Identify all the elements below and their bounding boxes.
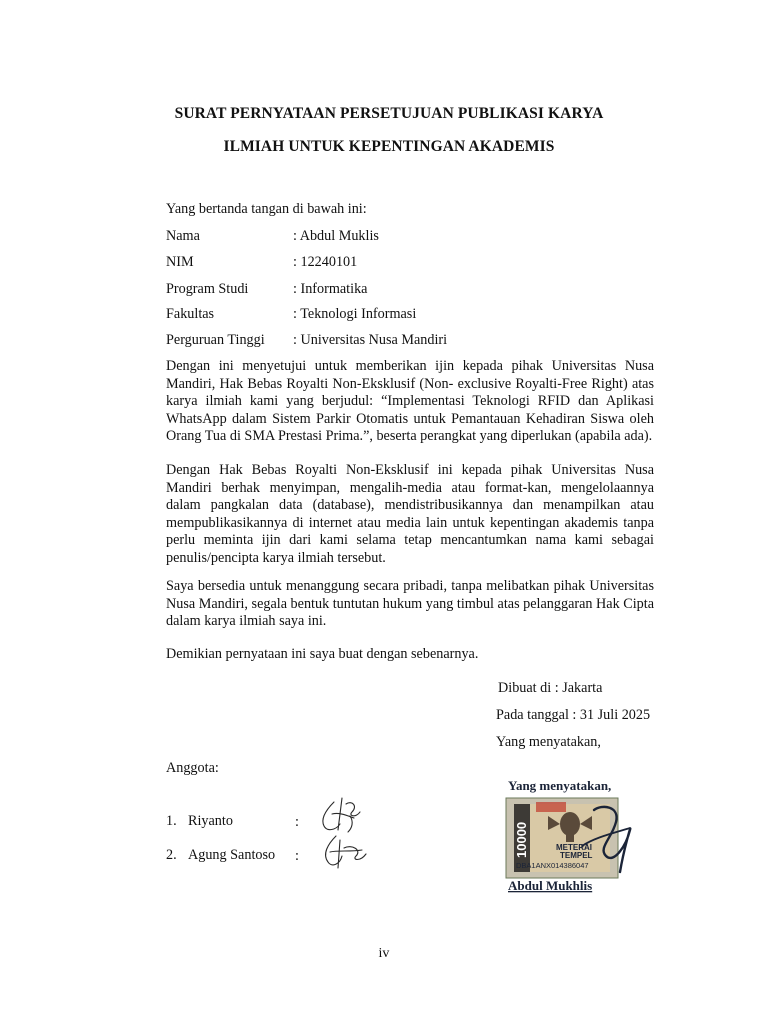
document-title-line-1: SURAT PERNYATAAN PERSETUJUAN PUBLIKASI KARYA: [174, 105, 604, 122]
paragraph-consent: Dengan ini menyetujui untuk memberikan ijin kepada pihak Universitas Nusa Mandiri, Hak Bebas Royalti Non-Eksklusif (Non- exclusive Royalti-Free Right) atas karya ilmiah kami yang berjudul: “Implementasi Teknologi RFID dan Aplikasi WhatsApp dalam Sistem Parkir Otomatis untuk Pemantauan Kehadiran Siswa oleh Orang Tua di SMA Prestasi Prima.”, beserta perangkat yang diperlukan (apabila ada).: [166, 358, 654, 444]
field-label: Perguruan Tinggi: [166, 332, 265, 348]
stamp-label-tempel: TEMPEL: [560, 851, 593, 860]
signature-riyanto: [323, 798, 360, 832]
paragraph-closing: Demikian pernyataan ini saya buat dengan sebenarnya.: [166, 646, 479, 662]
field-value: : 12240101: [293, 254, 358, 270]
member-number: 2.: [166, 847, 177, 863]
field-value: : Abdul Muklis: [293, 228, 379, 244]
field-label: Program Studi: [166, 281, 249, 297]
member-signatures-image: [312, 796, 372, 872]
stamp-value-text: 10000: [514, 821, 529, 858]
signature-date: Pada tanggal : 31 Juli 2025: [496, 707, 651, 723]
duty-stamp-signature: [498, 776, 648, 898]
stamp-red-band: [536, 802, 566, 812]
field-label: Fakultas: [166, 306, 215, 322]
stamp-serial-text: DBA1ANX014386047: [516, 861, 589, 870]
member-colon: :: [295, 848, 299, 864]
stamp-owner-name: Abdul Mukhlis: [508, 878, 593, 893]
field-label: Nama: [166, 228, 200, 244]
page-number: iv: [378, 946, 390, 961]
signature-statement: Yang menyatakan,: [496, 734, 601, 750]
signature-place: Dibuat di : Jakarta: [498, 680, 603, 696]
signature-agung-santoso: [326, 836, 366, 868]
member-colon: :: [295, 814, 299, 830]
member-name: Agung Santoso: [188, 847, 276, 863]
field-value: : Informatika: [293, 281, 368, 297]
member-name: Riyanto: [188, 813, 233, 829]
field-value: : Teknologi Informasi: [293, 306, 417, 322]
field-value: : Universitas Nusa Mandiri: [293, 332, 448, 348]
member-number: 1.: [166, 813, 177, 829]
paragraph-liability: Saya bersedia untuk menanggung secara pribadi, tanpa melibatkan pihak Universitas Nusa Mandiri, segala bentuk tuntutan hukum yang timbul atas pelanggaran Hak Cipta dalam karya ilmiah saya ini.: [166, 578, 654, 629]
field-label: NIM: [166, 254, 194, 270]
duty-stamp-image: [498, 776, 648, 898]
paragraph-rights: Dengan Hak Bebas Royalti Non-Eksklusif ini kepada pihak Universitas Nusa Mandiri berhak menyimpan, mengalih-media atau format-kan, mengelolaannya dalam pangkalan data (database), mendistribusikannya dan menampilkan atau mempublikasikannya di internet atau media lain untuk kepentingan akademis tanpa perlu meminta ijin dari kami selama tetap mencantumkan nama kami sebagai penulis/pencipta karya ilmiah tersebut.: [166, 462, 654, 566]
document-title-line-2: ILMIAH UNTUK KEPENTINGAN AKADEMIS: [223, 138, 555, 155]
intro-text: Yang bertanda tangan di bawah ini:: [166, 201, 367, 217]
stamp-header-text: Yang menyatakan,: [508, 778, 612, 793]
stamp-label-meterai: METERAI: [556, 843, 592, 852]
members-heading: Anggota:: [166, 760, 219, 776]
